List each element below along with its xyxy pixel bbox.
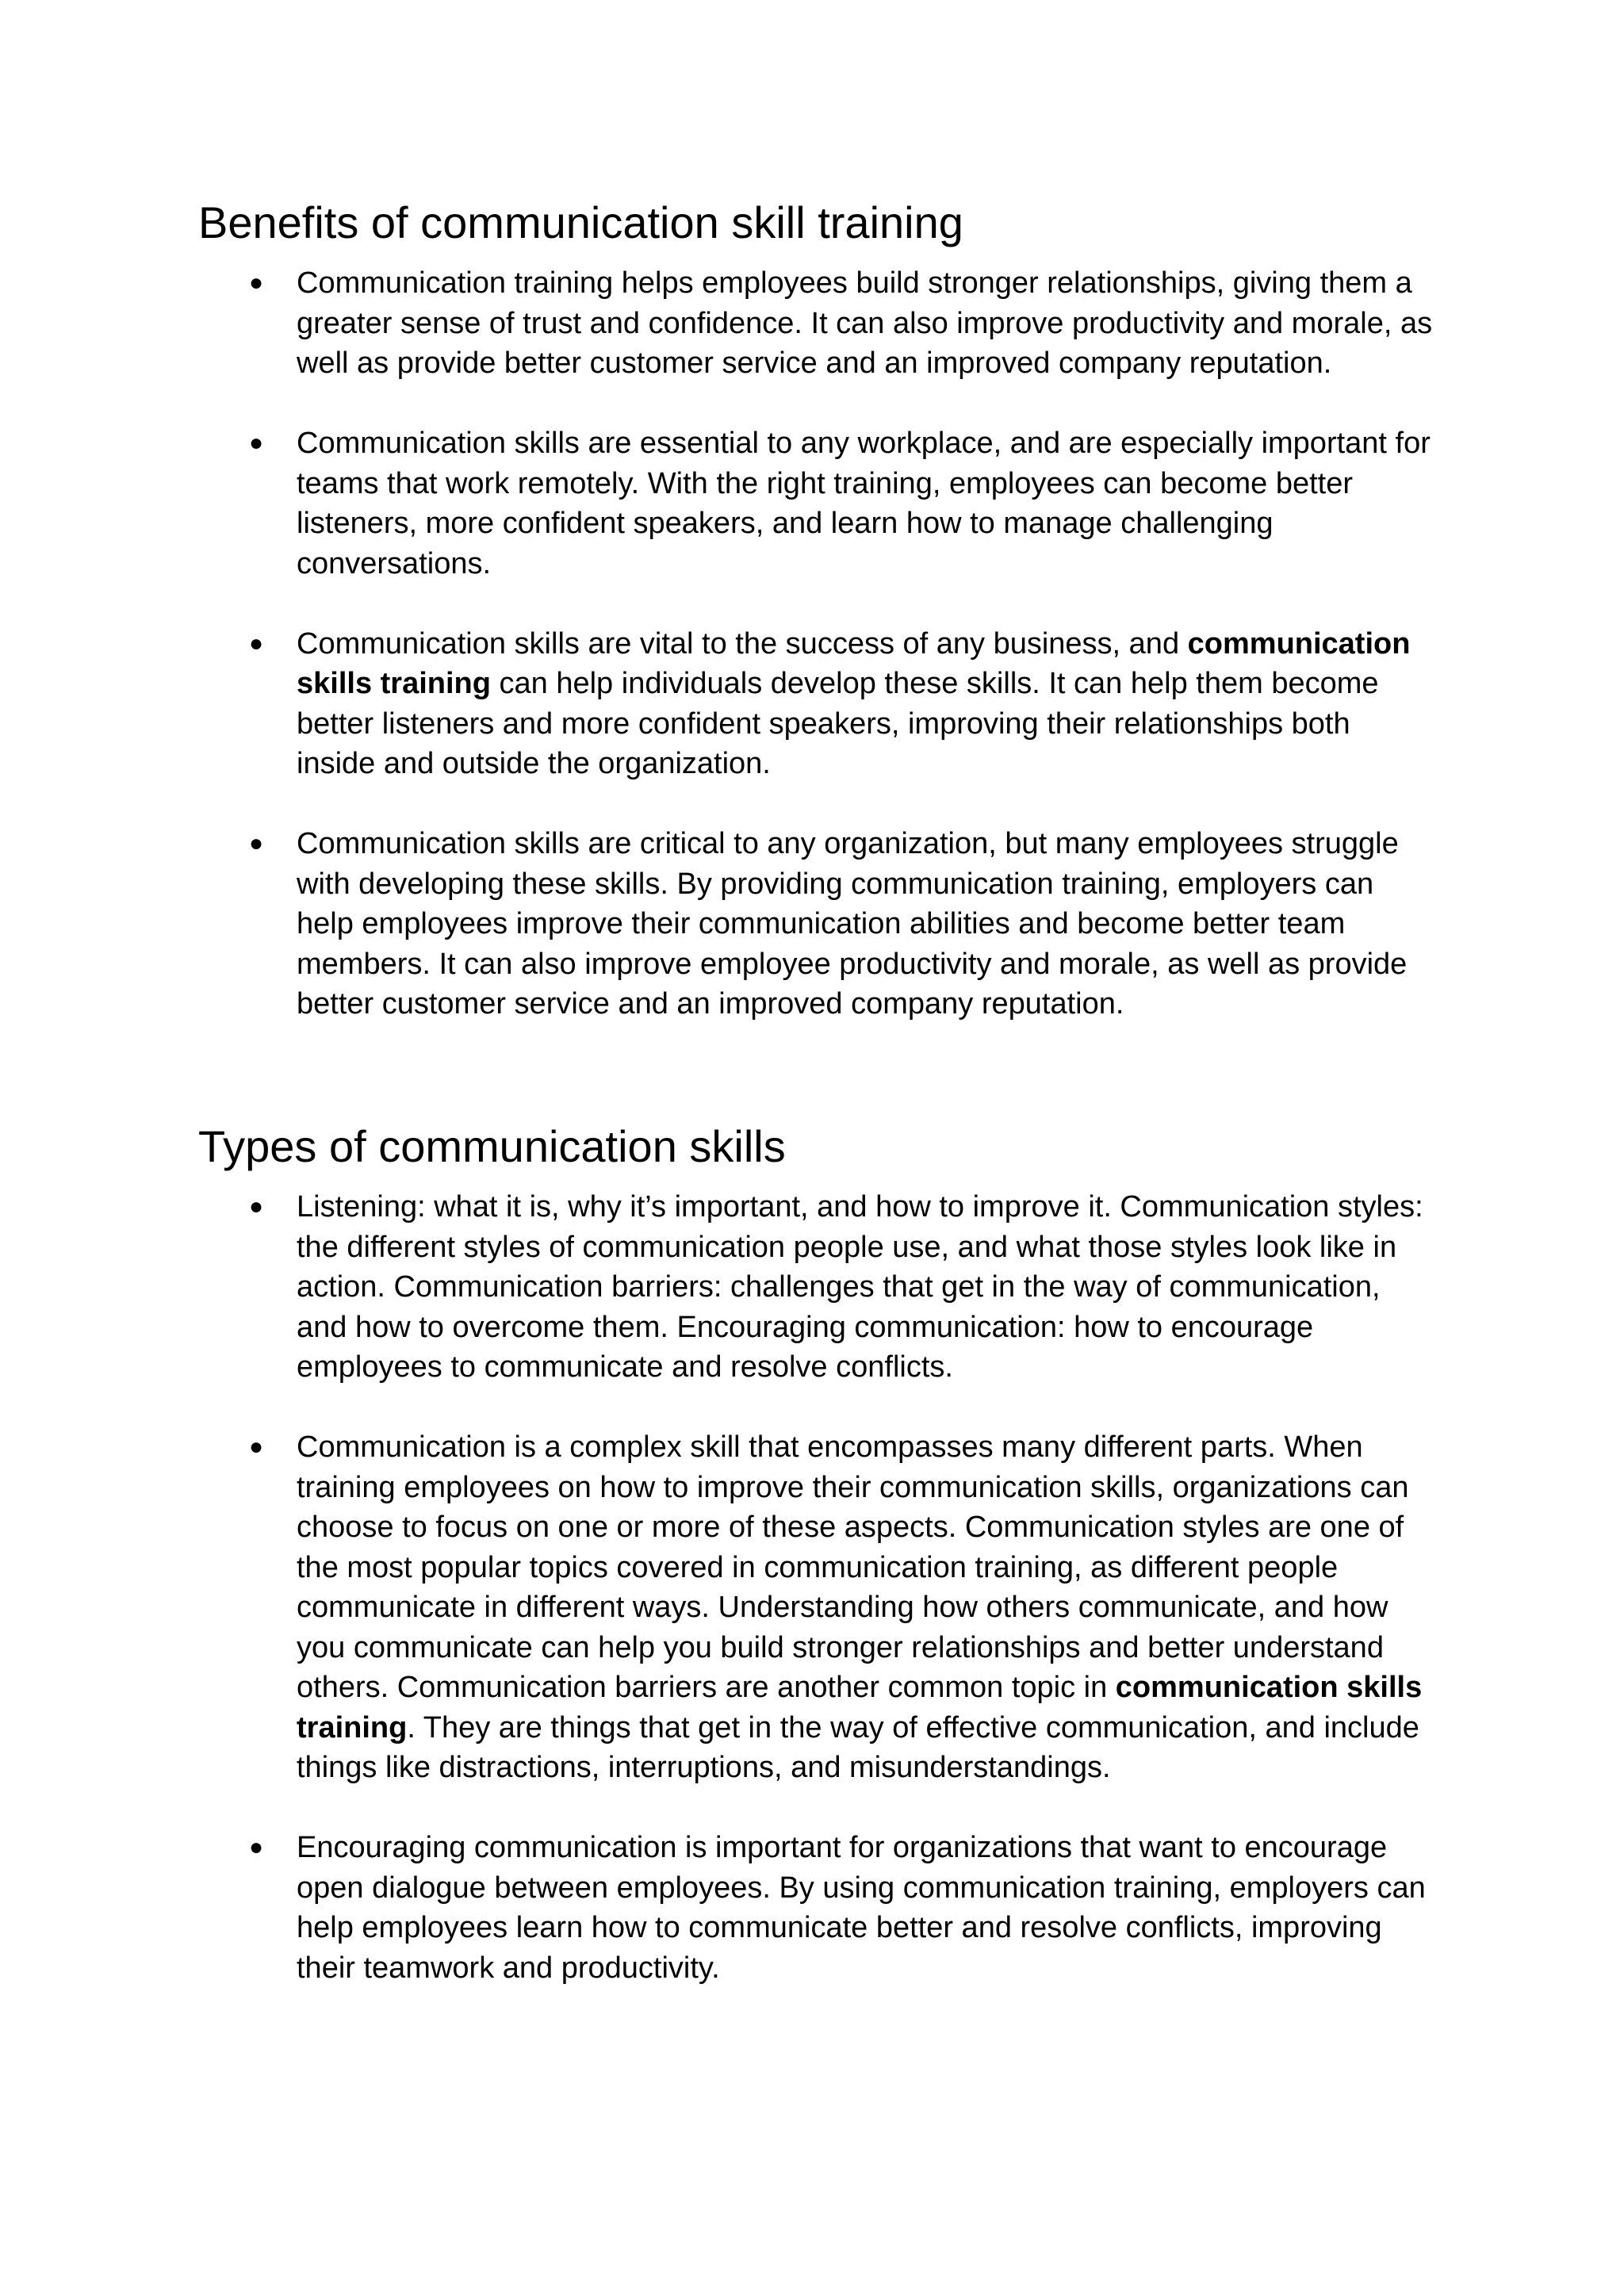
text-segment: can help individuals develop these skills. It can help them become better listeners and more confident speakers, improving their relationships both inside and outside the organization. (297, 667, 1379, 780)
list-item-text (297, 266, 1432, 380)
bullet-icon: ● (249, 430, 264, 456)
text-segment: Communication is a complex skill that encompasses many different parts. When training employees on how to improve their communication skills, organizations can choose to focus on one or more of these aspects. Communication styles are one of the most popular topics covered in communication training, as different people communicate in different ways. Understanding how others communicate, and how you communicate can help you build stronger relationships and better understand others. Communication barriers are another common topic in (297, 1430, 1409, 1704)
list-item-text (297, 827, 1407, 1021)
bullet-icon: ● (249, 1434, 264, 1460)
bold-text: communication skills training (297, 626, 1411, 700)
text-segment: Communication skills are essential to any workplace, and are especially important for teams that work remotely. With the right training, employees can become better listeners, more confident speakers, and learn how to manage challenging conversations. (297, 427, 1431, 580)
text-segment: . They are things that get in the way of effective communication, and include things like distractions, interruptions, and misunderstandings. (297, 1710, 1419, 1784)
section-benefits (198, 190, 1435, 1024)
list-item-text (297, 427, 1431, 580)
text-segment: Encouraging communication is important for organizations that want to encourage open dialogue between employees. By using communication training, employers can help employees learn how to communicate better and resolve conflicts, improving their teamwork and productivity. (297, 1831, 1426, 1985)
list-item (198, 1427, 1435, 1788)
text-segment: Listening: what it is, why it’s important, and how to improve it. Communication styles: the different styles of communication people use, and what those styles look like in action. Communication barriers: challenges that get in the way of communication, and how to overcome them. Encouraging communication: how to encourage employees to communicate and resolve conflicts. (297, 1190, 1423, 1384)
list-item-text (297, 1430, 1422, 1784)
list-item-text (297, 1831, 1426, 1985)
list-item (198, 824, 1435, 1024)
list-item-text (297, 1190, 1423, 1384)
bold-text: communication skills training (297, 1671, 1423, 1744)
list-item (198, 263, 1435, 384)
section-heading: Types of communication skills (198, 1121, 786, 1171)
list-item (198, 1187, 1435, 1388)
text-segment: Communication training helps employees build stronger relationships, giving them a greater sense of trust and confidence. It can also improve productivity and morale, as well as provide better customer service and an improved company reputation. (297, 266, 1433, 380)
list-item (198, 1828, 1435, 1988)
bullet-list (198, 263, 1435, 1024)
bullet-icon: ● (249, 270, 264, 296)
bullet-icon: ● (249, 1834, 264, 1860)
bullet-icon: ● (249, 830, 264, 856)
list-item-text (297, 627, 1410, 781)
list-item (198, 423, 1435, 584)
section-heading: Benefits of communication skill training (198, 197, 963, 247)
text-segment: Communication skills are vital to the success of any business, and (297, 626, 1188, 661)
bullet-icon: ● (249, 630, 264, 657)
bullet-icon: ● (249, 1193, 264, 1220)
list-item (198, 624, 1435, 784)
section-types (198, 1114, 1435, 1988)
text-segment: Communication skills are critical to any organization, but many employees struggle with developing these skills. By providing communication training, employers can help employees improve their communication abilities and become better team members. It can also improve employee productivity and morale, as well as provide better customer service and an improved company reputation. (297, 827, 1408, 1021)
bullet-list (198, 1187, 1435, 1988)
